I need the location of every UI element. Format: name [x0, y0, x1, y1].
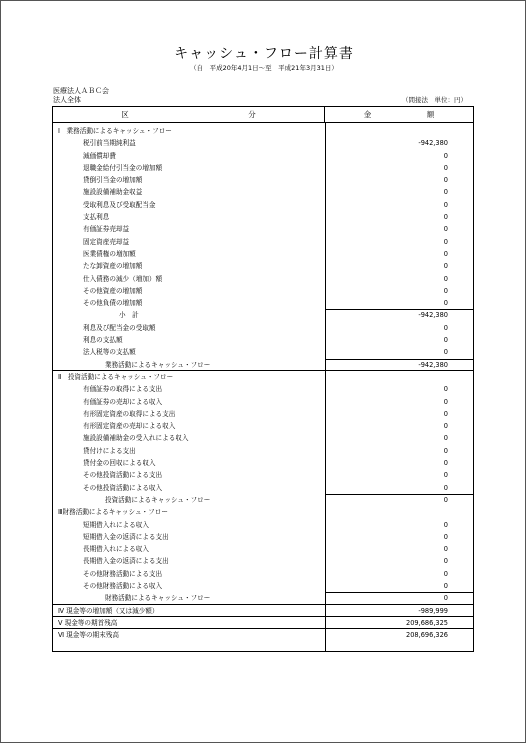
table-row	[53, 248, 473, 260]
table-row	[53, 260, 473, 272]
row-label: その他投資活動による支出	[83, 471, 163, 480]
row-amount: 0	[443, 483, 448, 492]
row-amount: 0	[443, 446, 448, 455]
row-amount: 209,686,325	[406, 618, 448, 627]
table-body	[53, 125, 473, 641]
row-label: その他財務活動による支出	[83, 569, 163, 578]
row-label: 退職金給付引当金の増加額	[83, 163, 163, 172]
fiscal-period: （自 平成20年4月1日～至 平成21年3月31日）	[190, 64, 338, 72]
row-label: 業務活動によるキャッシュ・フロー	[105, 360, 211, 369]
row-label: 財務活動によるキャッシュ・フロー	[105, 594, 211, 603]
row-amount: 0	[443, 163, 448, 172]
table-row	[53, 285, 473, 297]
table-row	[53, 457, 473, 469]
row-label: 固定資産売却益	[83, 237, 130, 246]
row-amount: 0	[443, 237, 448, 246]
row-amount: -989,999	[418, 606, 448, 615]
row-label: 短期借入れによる収入	[83, 520, 149, 529]
table-row	[53, 125, 473, 137]
row-amount: 0	[443, 336, 448, 345]
row-label: 有形固定資産の売却による収入	[83, 422, 176, 431]
row-label: 有価証券の売却による収入	[83, 397, 163, 406]
table-row	[53, 543, 473, 555]
row-amount: 0	[443, 176, 448, 185]
row-label: 有価証券売却益	[83, 225, 130, 234]
row-amount: 0	[443, 581, 448, 590]
table-row	[53, 432, 473, 444]
table-row	[53, 531, 473, 543]
row-label: 減価償却費	[83, 151, 116, 160]
row-label: たな卸資産の増加額	[83, 262, 143, 271]
row-amount: 0	[443, 213, 448, 222]
row-label: その他資産の増加額	[83, 286, 143, 295]
row-amount: 0	[443, 299, 448, 308]
row-label: 施設設備補助金収益	[83, 188, 143, 197]
cash-flow-table	[52, 106, 474, 652]
row-label: Ⅰ 業務活動によるキャッシュ・フロー	[58, 127, 172, 135]
unit-note: （間接法 単位：円）	[402, 96, 467, 104]
table-row	[53, 334, 473, 346]
row-amount: 0	[443, 422, 448, 431]
row-label: 貸倒引当金の増加額	[83, 176, 143, 185]
row-amount: 0	[443, 471, 448, 480]
row-label: Ⅴ 現金等の期首残高	[58, 618, 118, 627]
table-row	[53, 346, 473, 358]
row-amount: -942,380	[418, 311, 448, 320]
row-amount: 0	[443, 520, 448, 529]
row-amount: 0	[443, 459, 448, 468]
table-row	[53, 605, 473, 617]
row-label: 長期借入れによる収入	[83, 545, 149, 554]
row-label: 短期借入金の返済による支出	[83, 532, 169, 541]
column-header-category: 区 分	[53, 107, 325, 122]
row-amount: 0	[443, 397, 448, 406]
row-label: Ⅲ財務活動によるキャッシュ・フロー	[58, 508, 168, 517]
row-amount: 0	[443, 274, 448, 283]
row-amount: 0	[443, 385, 448, 394]
row-label: Ⅱ 投資活動によるキャッシュ・フロー	[58, 372, 174, 381]
row-amount: 0	[443, 495, 448, 504]
row-label: 支払利息	[83, 213, 110, 222]
table-row	[53, 371, 473, 383]
row-amount: 0	[443, 594, 448, 603]
table-row	[53, 580, 473, 592]
row-amount: 0	[443, 286, 448, 295]
row-amount: 0	[443, 200, 448, 209]
table-row	[53, 322, 473, 334]
row-label: その他負債の増加額	[83, 299, 143, 308]
reporting-scope: 法人全体	[53, 96, 81, 104]
table-row	[53, 617, 473, 629]
row-label: 仕入債務の減少（増加）額	[83, 274, 163, 283]
row-amount: 0	[443, 323, 448, 332]
organization-name: 医療法人ＡＢＣ会	[53, 87, 109, 95]
row-amount: 0	[443, 557, 448, 566]
table-row	[53, 273, 473, 285]
table-row	[53, 236, 473, 248]
table-row	[53, 383, 473, 395]
row-amount: 0	[443, 348, 448, 357]
row-label: 利息及び配当金の受取額	[83, 323, 156, 332]
row-label: 長期借入金の返済による支出	[83, 557, 169, 566]
row-label: 医業債権の増加額	[83, 249, 136, 258]
row-label: 利息の支払額	[83, 336, 123, 345]
table-row	[53, 186, 473, 198]
row-label: 貸付金の回収による収入	[83, 459, 156, 468]
row-amount: 0	[443, 188, 448, 197]
row-amount: -942,380	[418, 360, 448, 369]
row-amount: 0	[443, 151, 448, 160]
table-row	[53, 150, 473, 162]
table-row	[53, 297, 473, 309]
row-amount: -942,380	[418, 139, 448, 148]
table-row	[53, 506, 473, 518]
table-row	[53, 223, 473, 235]
column-header-amount: 金 額	[363, 110, 459, 119]
table-header	[53, 107, 473, 123]
row-label: 有形固定資産の取得による支出	[83, 409, 176, 418]
table-row	[53, 408, 473, 420]
row-label: その他財務活動による収入	[83, 581, 163, 590]
row-label: 受取利息及び受取配当金	[83, 200, 156, 209]
row-amount: 0	[443, 249, 448, 258]
table-row	[53, 309, 473, 321]
document-title: キャッシュ・フロー計算書	[174, 46, 354, 62]
table-row	[53, 469, 473, 481]
table-row	[53, 162, 473, 174]
table-row	[53, 568, 473, 580]
row-amount: 0	[443, 569, 448, 578]
table-row	[53, 592, 473, 604]
table-row	[53, 211, 473, 223]
row-amount: 0	[443, 225, 448, 234]
row-label: 小 計	[119, 311, 139, 320]
table-row	[53, 555, 473, 567]
row-label: Ⅳ 現金等の増加額（又は減少額）	[58, 606, 159, 615]
row-amount: 208,696,326	[406, 631, 448, 640]
table-row	[53, 482, 473, 494]
row-label: 投資活動によるキャッシュ・フロー	[105, 495, 211, 504]
row-amount: 0	[443, 532, 448, 541]
row-label: 施設設備補助金の受入れによる収入	[83, 434, 189, 443]
table-row	[53, 174, 473, 186]
table-row	[53, 494, 473, 506]
table-row	[53, 519, 473, 531]
row-label: 貸付けによる支出	[83, 446, 136, 455]
row-amount: 0	[443, 434, 448, 443]
table-row	[53, 199, 473, 211]
table-row	[53, 359, 473, 371]
row-amount: 0	[443, 262, 448, 271]
table-row	[53, 396, 473, 408]
row-amount: 0	[443, 545, 448, 554]
row-label: 法人税等の支払額	[83, 348, 136, 357]
table-row	[53, 137, 473, 149]
row-label: その他投資活動による収入	[83, 483, 163, 492]
row-label: Ⅵ 現金等の期末残高	[58, 631, 119, 640]
table-row	[53, 445, 473, 457]
row-label: 税引前当期純利益	[83, 139, 136, 148]
table-row	[53, 420, 473, 432]
row-amount: 0	[443, 409, 448, 418]
table-row	[53, 629, 473, 641]
row-label: 有価証券の取得による支出	[83, 385, 163, 394]
